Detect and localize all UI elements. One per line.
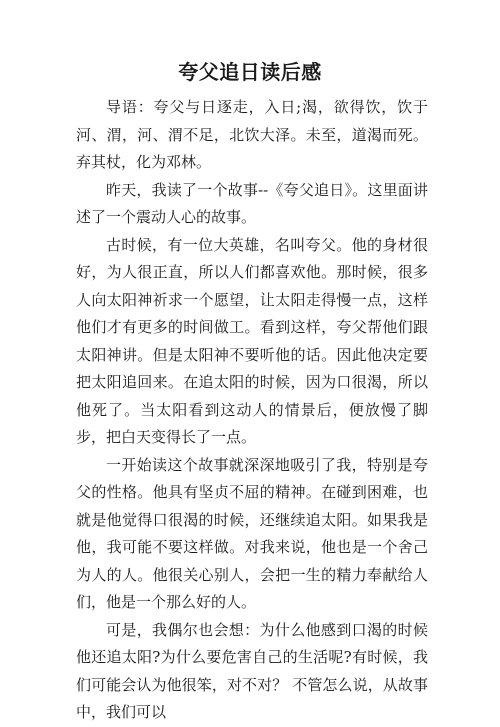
document-title: 夸父追日读后感 — [178, 60, 322, 84]
paragraph-yesterday: 昨天，我读了一个故事--《夸父追日》。这里面讲述了一个震动人心的故事。 — [76, 180, 428, 226]
document-body — [76, 94, 428, 727]
paragraph-reflection: 一开始读这个故事就深深地吸引了我，特别是夸父的性格。他具有坚贞不屈的精神。在碰到困难，也就是他觉得口很渴的时候，还继续追太阳。如果我是他，我可能不要这样做。对我来说，他也是一个舍己为人的人。他很关心别人，会把一生的精力奉献给人们，他是一个那么好的人。 — [76, 455, 428, 611]
paragraph-question: 可是，我偶尔也会想：为什么他感到口渴的时候他还追太阳?为什么要危害自己的生活呢?有时候，我们可能会认为他很笨，对不对？ 不管怎么说，从故事中，我们可以 — [76, 620, 428, 721]
paragraph-intro: 导语：夸父与日逐走，入日;渴，欲得饮，饮于河、渭，河、渭不足，北饮大泽。未至，道渴而死。弃其杖，化为邓林。 — [76, 98, 428, 171]
paragraph-story: 古时候，有一位大英雄，名叫夸父。他的身材很好，为人很正直，所以人们都喜欢他。那时候，很多人向太阳神祈求一个愿望，让太阳走得慢一点，这样他们才有更多的时间做工。看到这样，夸父帮他们跟太阳神讲。但是太阳神不要听他的话。因此他决定要把太阳追回来。在追太阳的时候，因为口很渴，所以他死了。当太阳看到这动人的情景后，便放慢了脚步，把白天变得长了一点。 — [76, 235, 428, 446]
